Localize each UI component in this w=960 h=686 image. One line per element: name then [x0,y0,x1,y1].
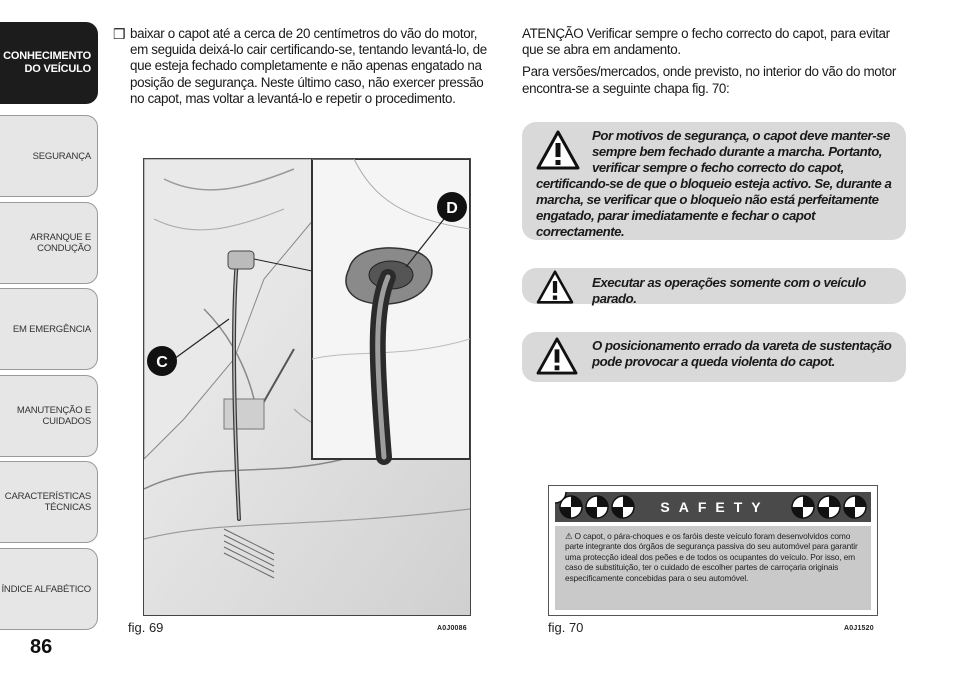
instruction-text: baixar o capot até a cerca de 20 centímetros do vão do motor, em seguida deixá-lo cair certificando-se, tentando levantá-lo, de que esteja fechado completamente e não apenas engatado na posição de segurança. Neste último caso, não exercer pressão no capot, mas voltar a levantá-lo e repetir o procedimento. [130,26,487,106]
warning-line: marcha, se verificar que o bloqueio não está perfeitamente [536,192,879,207]
hood-prop-illustration [144,159,470,615]
tab-indice-alfabetico[interactable] [0,548,98,630]
attention-text [522,26,912,103]
warning-line: engatado, parar imediatamente e fechar o capot correctamente. [536,208,816,239]
tab-label: ARRANQUE E CONDUÇÃO [30,232,91,254]
tab-caracteristicas-tecnicas[interactable] [0,461,98,543]
tab-label: ÍNDICE ALFABÉTICO [1,583,91,595]
callout-c [147,346,177,376]
warning-line: Por motivos de segurança, o capot deve manter-se [592,128,890,143]
tab-seguranca[interactable] [0,115,98,197]
safety-plate-body [555,526,871,610]
warning-triangle-icon [536,130,580,170]
callout-d-label: D [446,200,458,217]
tab-label: CONHECIMENTO DO VEÍCULO [3,50,91,75]
attention-paragraph: ATENÇÃO Verificar sempre o fecho correcto do capot, para evitar que se abra em andamento. [522,26,890,58]
callout-d [437,192,467,222]
figure-69-code: A0J0086 [437,625,467,632]
tab-label: SEGURANÇA [32,150,91,162]
figure-69-hood-prop-rod [143,158,471,616]
tab-label: EM EMERGÊNCIA [12,323,91,335]
tab-label: MANUTENÇÃO E CUIDADOS [16,405,91,427]
tab-conhecimento-do-veiculo[interactable] [0,22,98,104]
warning-line: verificar sempre o fecho correcto do capot, [592,160,844,175]
warning-text-lines [592,338,902,370]
figure-70-safety-plate [548,485,878,616]
figure-70-code: A0J1520 [844,625,874,632]
warning-text-lines-top [592,128,902,176]
tab-manutencao-e-cuidados[interactable] [0,375,98,457]
tab-arranque-e-conducao[interactable] [0,202,98,284]
tab-em-emergencia[interactable] [0,288,98,370]
safety-plate-text: ⚠ O capot, o pára-choques e os faróis deste veículo foram desenvolvidos como parte integrante dos órgãos de segurança passiva do seu automóvel para garantir uma protecção ideal dos peões e de todos os ocupantes do veículo. Por isso, em caso de substituição, ter o cuidado de escolher partes de carroçaria originais especificamente concebidas para o seu automóvel. [565,531,858,583]
warning-text-lines-bottom [536,176,902,240]
figure-70-caption: fig. 70 [548,620,584,635]
warning-line: certificando-se de que o bloqueio esteja activo. Se, durante a [536,176,892,191]
warning-text: Executar as operações somente com o veículo parado. [592,275,866,306]
page-number: 86 [30,636,53,658]
figure-69-caption: fig. 69 [128,620,164,635]
safety-word: SAFETY [660,499,770,515]
warning-line: pode provocar a queda violenta do capot. [592,354,835,369]
warning-line: sempre bem fechado durante a marcha. Portanto, [592,144,883,159]
checkbox-bullet-icon: ❒ [113,26,126,42]
warning-box-prop-rod [522,332,906,382]
warning-triangle-icon [536,337,578,375]
safety-banner [555,492,871,522]
plate-intro-paragraph: Para versões/mercados, onde previsto, no interior do vão do motor encontra-se a seguinte chapa fig. 70: [522,64,896,96]
warning-box-hood-closed [522,122,906,240]
instruction-step [113,26,498,107]
warning-line: O posicionamento errado da vareta de sustentação [592,338,892,353]
tab-label: CARACTERÍSTICAS TÉCNICAS [4,491,91,513]
warning-box-vehicle-stopped [522,268,906,304]
callout-c-label: C [156,354,168,371]
warning-triangle-icon [536,270,574,304]
